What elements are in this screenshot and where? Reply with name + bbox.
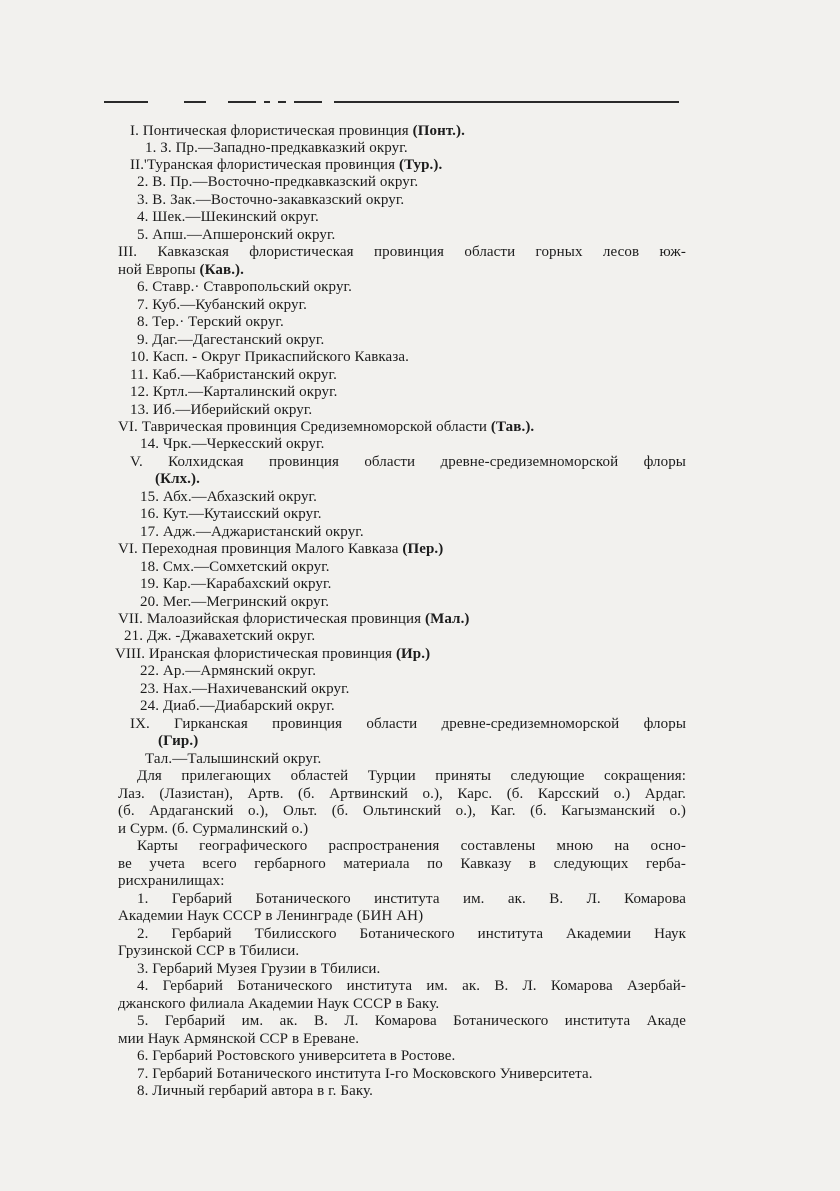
province-heading: III. Кавказская флористическая провинция области горных лесов юж- bbox=[118, 244, 686, 260]
district-item: 1. З. Пр.—Западно-предкавказкий округ. bbox=[145, 140, 408, 156]
header-rule bbox=[104, 98, 679, 106]
district-item: 5. Апш.—Апшеронский округ. bbox=[137, 227, 336, 243]
province-heading: (Клх.). bbox=[155, 471, 200, 487]
province-heading: (Гир.) bbox=[158, 733, 199, 749]
district-item: 14. Чрк.—Черкесский округ. bbox=[140, 436, 325, 452]
herbarium-item: 6. Гербарий Ростовского университета в Ростове. bbox=[137, 1048, 456, 1064]
paragraph-line: Лаз. (Лазистан), Артв. (б. Артвинский о.), Карс. (б. Карсский о.) Ардаг. bbox=[118, 786, 686, 802]
district-item: Тал.—Талышинский округ. bbox=[145, 751, 322, 767]
herbarium-item: 2. Гербарий Тбилисского Ботанического института Академии Наук bbox=[137, 926, 686, 942]
district-item: 20. Мег.—Мегринский округ. bbox=[140, 594, 330, 610]
herbarium-item: джанского филиала Академии Наук СССР в Баку. bbox=[118, 996, 440, 1012]
district-item: 15. Абх.—Абхазский округ. bbox=[140, 489, 317, 505]
district-item: 19. Кар.—Карабахский округ. bbox=[140, 576, 332, 592]
district-item: 4. Шек.—Шекинский округ. bbox=[137, 209, 319, 225]
district-item: 16. Кут.—Кутаисский округ. bbox=[140, 506, 322, 522]
district-item: 3. В. Зак.—Восточно-закавказский округ. bbox=[137, 192, 405, 208]
paragraph-line: ве учета всего гербарного материала по Кавказу в следующих герба- bbox=[118, 856, 686, 872]
district-item: 9. Даг.—Дагестанский округ. bbox=[137, 332, 325, 348]
province-heading: VI. Таврическая провинция Средиземноморской области (Тав.). bbox=[118, 419, 535, 435]
province-heading: I. Понтическая флористическая провинция (Понт.). bbox=[130, 123, 465, 139]
district-item: 12. Кртл.—Карталинский округ. bbox=[130, 384, 338, 400]
district-item: 23. Нах.—Нахичеванский округ. bbox=[140, 681, 350, 697]
paragraph-line: Для прилегающих областей Турции приняты следующие сокращения: bbox=[137, 768, 686, 784]
herbarium-item: Академии Наук СССР в Ленинграде (БИН АН) bbox=[118, 908, 424, 924]
herbarium-item: 8. Личный гербарий автора в г. Баку. bbox=[137, 1083, 373, 1099]
district-item: 2. В. Пр.—Восточно-предкавказский округ. bbox=[137, 174, 419, 190]
herbarium-item: 5. Гербарий им. ак. В. Л. Комарова Ботанического института Акаде bbox=[137, 1013, 686, 1029]
province-heading: II.'Туранская флористическая провинция (Тур.). bbox=[130, 157, 443, 173]
district-item: 11. Каб.—Кабристанский округ. bbox=[130, 367, 337, 383]
district-item: 13. Иб.—Иберийский округ. bbox=[130, 402, 313, 418]
district-item: 10. Касп. - Округ Прикаспийского Кавказа. bbox=[130, 349, 409, 365]
district-item: 6. Ставр.· Ставропольский округ. bbox=[137, 279, 352, 295]
herbarium-item: 7. Гербарий Ботанического института I-го Московского Университета. bbox=[137, 1066, 593, 1082]
herbarium-item: 1. Гербарий Ботанического института им. ак. В. Л. Комарова bbox=[137, 891, 686, 907]
paragraph-line: рисхранилищах: bbox=[118, 873, 225, 889]
district-item: 8. Тер.· Терский округ. bbox=[137, 314, 284, 330]
paragraph-line: (б. Ардаганский о.), Ольт. (б. Ольтинский о.), Каг. (б. Кагызманский о.) bbox=[118, 803, 686, 819]
province-heading: VII. Малоазийская флористическая провинция (Мал.) bbox=[118, 611, 470, 627]
province-heading: ной Европы (Кав.). bbox=[118, 262, 244, 278]
herbarium-item: 3. Гербарий Музея Грузии в Тбилиси. bbox=[137, 961, 381, 977]
district-item: 18. Смх.—Сомхетский округ. bbox=[140, 559, 330, 575]
district-item: 22. Ар.—Армянский округ. bbox=[140, 663, 317, 679]
district-item: 7. Куб.—Кубанский округ. bbox=[137, 297, 308, 313]
province-heading: VI. Переходная провинция Малого Кавказа (Пер.) bbox=[118, 541, 444, 557]
paragraph-line: Карты географического распространения составлены мною на осно- bbox=[137, 838, 686, 854]
province-heading: V. Колхидская провинция области древне-средиземноморской флоры bbox=[130, 454, 686, 470]
province-heading: VIII. Иранская флористическая провинция (Ир.) bbox=[115, 646, 431, 662]
paragraph-line: и Сурм. (б. Сурмалинский о.) bbox=[118, 821, 309, 837]
herbarium-item: Грузинской ССР в Тбилиси. bbox=[118, 943, 300, 959]
herbarium-item: мии Наук Армянской ССР в Ереване. bbox=[118, 1031, 360, 1047]
province-heading: IX. Гирканская провинция области древне-средиземноморской флоры bbox=[130, 716, 686, 732]
district-item: 24. Диаб.—Диабарский округ. bbox=[140, 698, 335, 714]
herbarium-item: 4. Гербарий Ботанического института им. ак. В. Л. Комарова Азербай- bbox=[137, 978, 686, 994]
district-item: 17. Адж.—Аджаристанский округ. bbox=[140, 524, 364, 540]
district-item: 21. Дж. -Джавахетский округ. bbox=[124, 628, 316, 644]
